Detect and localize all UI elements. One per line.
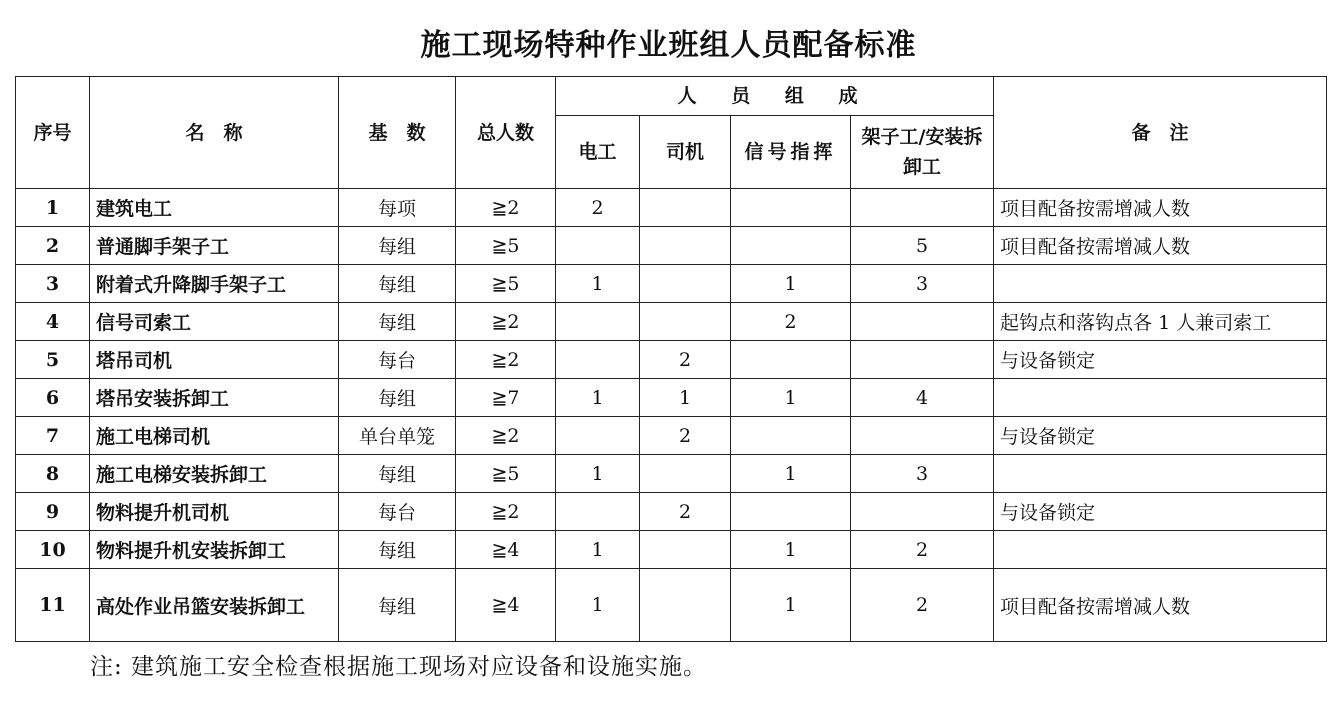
cell-driver: 1 <box>640 379 731 417</box>
cell-scaffold: 5 <box>851 227 994 265</box>
cell-driver: 2 <box>640 341 731 379</box>
header-name: 名 称 <box>90 77 339 189</box>
cell-remarks: 项目配备按需增减人数 <box>994 569 1327 642</box>
cell-remarks: 起钩点和落钩点各 1 人兼司索工 <box>994 303 1327 341</box>
cell-scaffold: 4 <box>851 379 994 417</box>
table-row <box>16 417 1327 455</box>
header-remarks: 备 注 <box>994 77 1327 189</box>
header-composition: 人 员 组 成 <box>556 77 994 116</box>
cell-name: 塔吊司机 <box>90 341 339 379</box>
cell-driver: 2 <box>640 417 731 455</box>
cell-signal: 1 <box>731 455 851 493</box>
cell-signal: 1 <box>731 379 851 417</box>
cell-basis: 每组 <box>339 531 456 569</box>
cell-remarks <box>994 455 1327 493</box>
cell-basis: 每组 <box>339 227 456 265</box>
table-row <box>16 341 1327 379</box>
header-scaffold: 架子工/安装拆卸工 <box>851 116 994 189</box>
cell-scaffold: 2 <box>851 531 994 569</box>
cell-remarks <box>994 531 1327 569</box>
cell-basis: 每组 <box>339 379 456 417</box>
cell-remarks: 与设备锁定 <box>994 341 1327 379</box>
table-row <box>16 379 1327 417</box>
cell-name: 物料提升机安装拆卸工 <box>90 531 339 569</box>
cell-basis: 单台单笼 <box>339 417 456 455</box>
cell-scaffold <box>851 189 994 227</box>
cell-total: ≧4 <box>456 531 556 569</box>
footnote: 注: 建筑施工安全检查根据施工现场对应设备和设施实施。 <box>90 654 708 680</box>
table-row <box>16 531 1327 569</box>
cell-scaffold <box>851 303 994 341</box>
cell-name: 施工电梯安装拆卸工 <box>90 455 339 493</box>
cell-signal <box>731 189 851 227</box>
cell-signal <box>731 493 851 531</box>
cell-remarks: 项目配备按需增减人数 <box>994 227 1327 265</box>
staffing-standard-table <box>15 76 1327 642</box>
cell-basis: 每台 <box>339 341 456 379</box>
cell-index: 2 <box>16 227 90 265</box>
cell-index: 6 <box>16 379 90 417</box>
header-electrician: 电工 <box>556 116 640 189</box>
cell-electrician: 1 <box>556 455 640 493</box>
cell-basis: 每组 <box>339 569 456 642</box>
cell-index: 1 <box>16 189 90 227</box>
cell-electrician: 1 <box>556 531 640 569</box>
cell-name: 塔吊安装拆卸工 <box>90 379 339 417</box>
cell-remarks: 与设备锁定 <box>994 417 1327 455</box>
cell-driver <box>640 303 731 341</box>
cell-signal: 1 <box>731 569 851 642</box>
cell-basis: 每台 <box>339 493 456 531</box>
header-signal: 信号指挥 <box>731 116 851 189</box>
cell-signal: 1 <box>731 265 851 303</box>
cell-electrician <box>556 303 640 341</box>
cell-basis: 每组 <box>339 265 456 303</box>
cell-scaffold <box>851 417 994 455</box>
cell-total: ≧2 <box>456 493 556 531</box>
cell-driver <box>640 265 731 303</box>
document-title: 施工现场特种作业班组人员配备标准 <box>420 28 917 63</box>
cell-signal <box>731 341 851 379</box>
cell-signal <box>731 417 851 455</box>
cell-index: 7 <box>16 417 90 455</box>
cell-electrician <box>556 341 640 379</box>
cell-total: ≧7 <box>456 379 556 417</box>
cell-remarks <box>994 265 1327 303</box>
header-total: 总人数 <box>456 77 556 189</box>
cell-scaffold <box>851 493 994 531</box>
cell-scaffold <box>851 341 994 379</box>
cell-remarks: 项目配备按需增减人数 <box>994 189 1327 227</box>
cell-scaffold: 3 <box>851 265 994 303</box>
cell-signal: 1 <box>731 531 851 569</box>
cell-name: 附着式升降脚手架子工 <box>90 265 339 303</box>
cell-name: 建筑电工 <box>90 189 339 227</box>
header-driver: 司机 <box>640 116 731 189</box>
cell-signal: 2 <box>731 303 851 341</box>
cell-total: ≧5 <box>456 227 556 265</box>
cell-total: ≧2 <box>456 417 556 455</box>
cell-name: 施工电梯司机 <box>90 417 339 455</box>
cell-driver <box>640 455 731 493</box>
cell-total: ≧5 <box>456 455 556 493</box>
cell-total: ≧2 <box>456 303 556 341</box>
cell-electrician <box>556 493 640 531</box>
table-row <box>16 455 1327 493</box>
cell-total: ≧2 <box>456 189 556 227</box>
table-row <box>16 189 1327 227</box>
table-row <box>16 569 1327 642</box>
cell-index: 8 <box>16 455 90 493</box>
cell-electrician: 1 <box>556 379 640 417</box>
cell-index: 11 <box>16 569 90 642</box>
cell-electrician: 2 <box>556 189 640 227</box>
cell-driver <box>640 531 731 569</box>
cell-driver <box>640 227 731 265</box>
cell-scaffold: 3 <box>851 455 994 493</box>
cell-index: 3 <box>16 265 90 303</box>
cell-name: 信号司索工 <box>90 303 339 341</box>
cell-basis: 每组 <box>339 455 456 493</box>
cell-remarks <box>994 379 1327 417</box>
cell-index: 4 <box>16 303 90 341</box>
table-row <box>16 265 1327 303</box>
table-row <box>16 303 1327 341</box>
header-index: 序号 <box>16 77 90 189</box>
cell-name: 普通脚手架子工 <box>90 227 339 265</box>
table-row <box>16 227 1327 265</box>
cell-total: ≧4 <box>456 569 556 642</box>
cell-total: ≧2 <box>456 341 556 379</box>
cell-scaffold: 2 <box>851 569 994 642</box>
header-basis: 基 数 <box>339 77 456 189</box>
cell-driver <box>640 569 731 642</box>
cell-basis: 每项 <box>339 189 456 227</box>
cell-driver: 2 <box>640 493 731 531</box>
cell-electrician: 1 <box>556 265 640 303</box>
cell-driver <box>640 189 731 227</box>
cell-signal <box>731 227 851 265</box>
cell-index: 10 <box>16 531 90 569</box>
cell-electrician: 1 <box>556 569 640 642</box>
cell-index: 5 <box>16 341 90 379</box>
cell-total: ≧5 <box>456 265 556 303</box>
cell-name: 高处作业吊篮安装拆卸工 <box>90 569 339 642</box>
cell-remarks: 与设备锁定 <box>994 493 1327 531</box>
cell-electrician <box>556 227 640 265</box>
cell-name: 物料提升机司机 <box>90 493 339 531</box>
table-row <box>16 493 1327 531</box>
cell-index: 9 <box>16 493 90 531</box>
cell-basis: 每组 <box>339 303 456 341</box>
table-body <box>16 189 1327 642</box>
header-row-top <box>16 77 1327 116</box>
cell-electrician <box>556 417 640 455</box>
